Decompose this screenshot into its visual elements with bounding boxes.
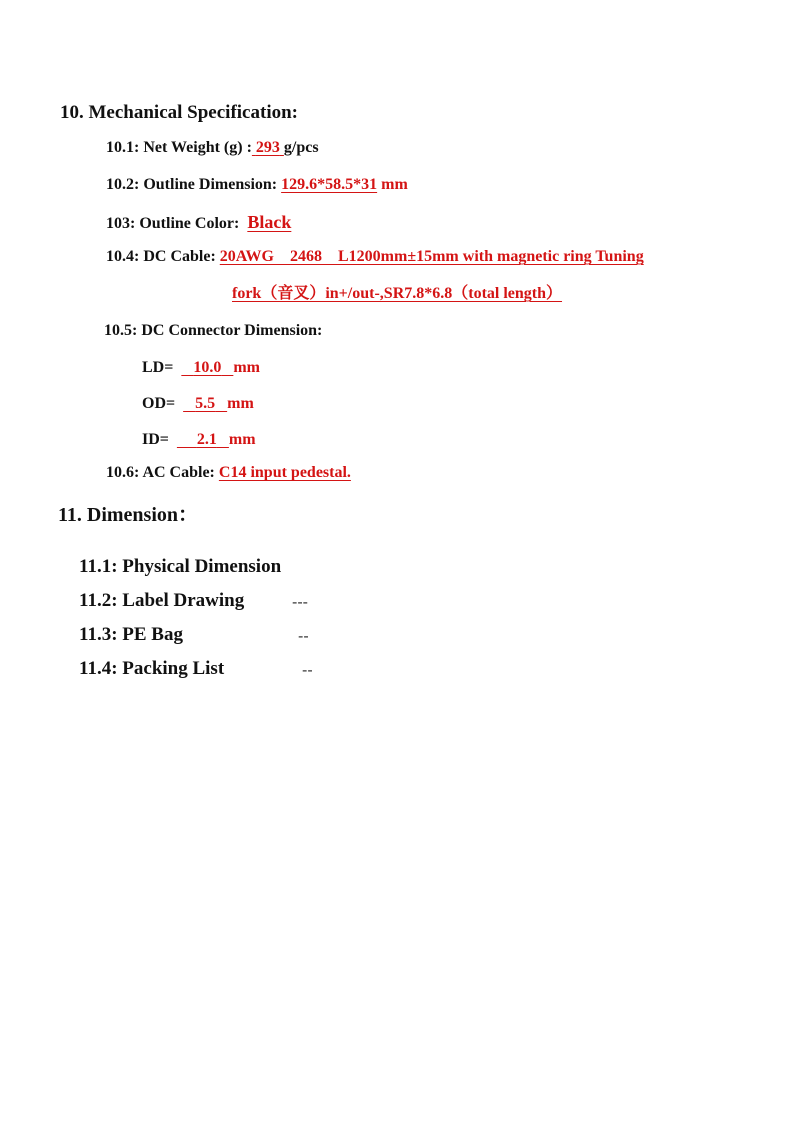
ac-cable-label: 10.6: AC Cable: — [106, 464, 215, 481]
dimension-item-label-drawing: 11.2: Label Drawing — [79, 590, 245, 611]
dc-cable-label: 10.4: DC Cable: — [106, 248, 216, 265]
id-row — [142, 432, 256, 448]
ld-label: LD= — [142, 359, 174, 376]
section-10-heading: 10. Mechanical Specification: — [60, 102, 298, 123]
ac-cable-row — [106, 465, 351, 481]
dc-connector-heading: 10.5: DC Connector Dimension: — [104, 322, 323, 339]
dc-cable-value-line2: fork（音叉）in+/out-,SR7.8*6.8（total length） — [232, 285, 563, 302]
dc-cable-row — [106, 249, 644, 265]
outline-dimension-unit: mm — [381, 176, 408, 193]
od-label: OD= — [142, 395, 176, 412]
outline-color-label: 103: Outline Color: — [106, 215, 240, 232]
packing-list-dash: -- — [302, 662, 313, 679]
outline-dimension-value: 129.6*58.5*31 — [281, 176, 378, 193]
ac-cable-value: C14 input pedestal. — [218, 464, 351, 481]
ld-row — [142, 360, 260, 376]
outline-color-value: Black — [247, 212, 292, 232]
outline-dimension-label: 10.2: Outline Dimension: — [106, 176, 278, 193]
net-weight-value: 293 — [255, 139, 280, 156]
id-unit: mm — [228, 431, 256, 448]
ld-unit: mm — [233, 359, 260, 376]
net-weight-row — [106, 140, 319, 156]
net-weight-unit: g/pcs — [283, 139, 319, 156]
label-drawing-dash: --- — [292, 594, 308, 611]
od-row — [142, 396, 254, 412]
id-label: ID= — [142, 431, 169, 448]
dimension-item-pe-bag: 11.3: PE Bag — [79, 624, 183, 645]
outline-color-row — [106, 213, 291, 232]
pe-bag-dash: -- — [298, 628, 309, 645]
dimension-item-packing-list: 11.4: Packing List — [79, 658, 225, 679]
od-value: 5.5 — [195, 395, 216, 412]
id-value: 2.1 — [196, 431, 217, 448]
od-unit: mm — [227, 395, 254, 412]
ld-value: 10.0 — [193, 359, 222, 376]
outline-dimension-row — [106, 177, 408, 193]
dc-cable-value-line1: 20AWG 2468 L1200mm±15mm with magnetic ring Tuning — [219, 248, 644, 265]
section-11-heading: 11. Dimension： — [58, 504, 199, 526]
dimension-item-physical: 11.1: Physical Dimension — [79, 556, 282, 577]
net-weight-label: 10.1: Net Weight (g) : — [106, 139, 252, 156]
